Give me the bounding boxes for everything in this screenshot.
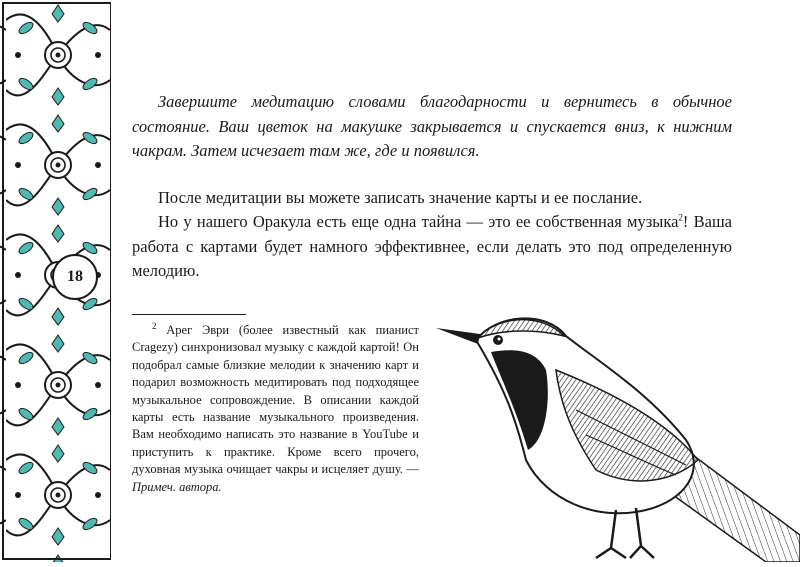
page-number: 18	[52, 254, 98, 300]
footnote-number: 2	[152, 320, 157, 331]
footnote-text: Арег Эври (более известный как пианист Cragezy) синхронизовал музыку с каждой картой! Он подобрал самые близкие мелодии к значению карт и подарил возможность медитировать под подходящее музыкальное сопровождение. В описании каждой карты есть название музыкального произведения. Вам необходимо написать это название в YouTube и приступить к практике. Кроме всего прочего, духовная музыка очищает чакры и исцеляет душу. —	[132, 323, 419, 477]
music-secret-text: Но у нашего Оракула есть еще одна тайна — это ее собственная музыка	[158, 212, 679, 231]
footnote	[132, 322, 419, 496]
bird-illustration	[436, 300, 800, 562]
music-secret-paragraph	[132, 210, 732, 284]
music-secret-text-rest: ! Ваша работа с картами будет намного эффективнее, если делать это под определенную мелодию.	[132, 212, 733, 280]
body-text	[132, 90, 732, 284]
after-meditation-paragraph: После медитации вы можете записать значение карты и ее послание.	[158, 187, 643, 207]
footnote-ref: 2	[678, 212, 683, 223]
footnote-attribution: Примеч. автора.	[132, 479, 222, 494]
footnote-divider	[132, 314, 246, 315]
meditation-closing-paragraph: Завершите медитацию словами благодарности и вернитесь в обычное состояние. Ваш цветок на макушке закрывается и спускается вниз, к нижним чакрам. Затем исчезает там же, где и появился.	[132, 92, 732, 160]
